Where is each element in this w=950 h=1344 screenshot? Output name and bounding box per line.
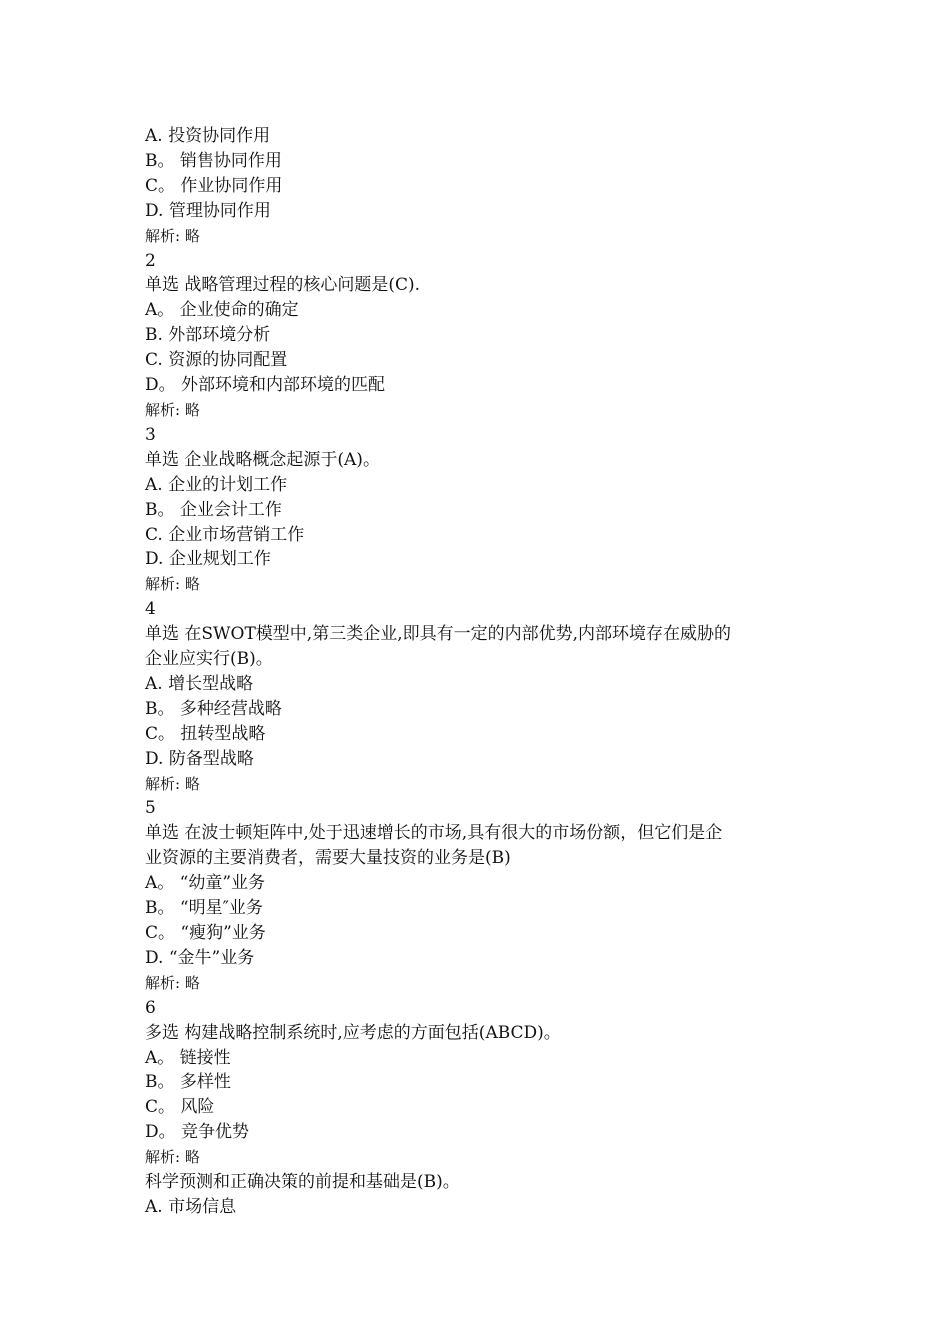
question-text: 企业应实行(B)。: [145, 649, 273, 670]
answer-option: A. 投资协同作用: [145, 126, 271, 146]
analysis-line: 解析: 略: [145, 400, 200, 419]
document-page: [145, 124, 825, 1220]
answer-option: B。 企业会计工作: [145, 499, 282, 520]
answer-option: A. 市场信息: [145, 1196, 237, 1217]
answer-option: D. 防备型战略: [145, 748, 254, 769]
answer-option: D。 外部环境和内部环境的匹配: [145, 375, 386, 396]
question-text: 单选 战略管理过程的核心问题是(C).: [145, 275, 421, 296]
answer-option: C。 风险: [145, 1097, 215, 1118]
answer-option: B. 外部环境分析: [145, 325, 271, 346]
question-text: 单选 企业战略概念起源于(A)。: [145, 449, 380, 470]
answer-option: C. 企业市场营销工作: [145, 524, 305, 545]
analysis-line: 解析: 略: [145, 973, 200, 992]
answer-option: B。 多样性: [145, 1072, 231, 1093]
answer-option: C. 资源的协同配置: [145, 350, 288, 371]
answer-option: A。 企业使命的确定: [145, 300, 299, 321]
analysis-line: 解析: 略: [145, 1148, 200, 1167]
answer-option: C。 扭转型战略: [145, 723, 266, 744]
answer-option: A。 “幼童”业务: [145, 873, 266, 894]
answer-option: B。 多种经营战略: [145, 698, 282, 719]
analysis-line: 解析: 略: [145, 226, 200, 245]
question-number: 6: [145, 997, 156, 1018]
question-text: 科学预测和正确决策的前提和基础是(B)。: [145, 1172, 460, 1193]
answer-option: C。 作业协同作用: [145, 175, 283, 196]
answer-option: A. 增长型战略: [145, 673, 254, 694]
question-text: 单选 在波士顿矩阵中,处于迅速增长的市场,具有很大的市场份额，但它们是企: [145, 823, 723, 844]
analysis-line: 解析: 略: [145, 575, 200, 594]
analysis-line: 解析: 略: [145, 774, 200, 793]
answer-option: D。 竞争优势: [145, 1122, 250, 1143]
answer-option: D. 管理协同作用: [145, 200, 271, 221]
answer-option: C。 “瘦狗”业务: [145, 923, 266, 943]
question-text: 单选 在SWOT模型中,第三类企业,即具有一定的内部优势,内部环境存在威胁的: [145, 624, 732, 645]
question-number: 4: [145, 599, 156, 620]
answer-option: D. 企业规划工作: [145, 549, 271, 570]
answer-option: A. 企业的计划工作: [145, 474, 288, 495]
question-text: 多选 构建战略控制系统时,应考虑的方面包括(ABCD)。: [145, 1022, 561, 1043]
question-number: 3: [145, 424, 156, 445]
answer-option: B。 销售协同作用: [145, 150, 282, 171]
question-number: 5: [145, 798, 156, 819]
answer-option: A。 链接性: [145, 1047, 231, 1068]
answer-option: B。 “明星″业务: [145, 898, 263, 919]
answer-option: D. “金牛”业务: [145, 947, 255, 968]
question-text: 业资源的主要消费者，需要大量技资的业务是(B): [145, 848, 511, 869]
question-number: 2: [145, 250, 156, 271]
